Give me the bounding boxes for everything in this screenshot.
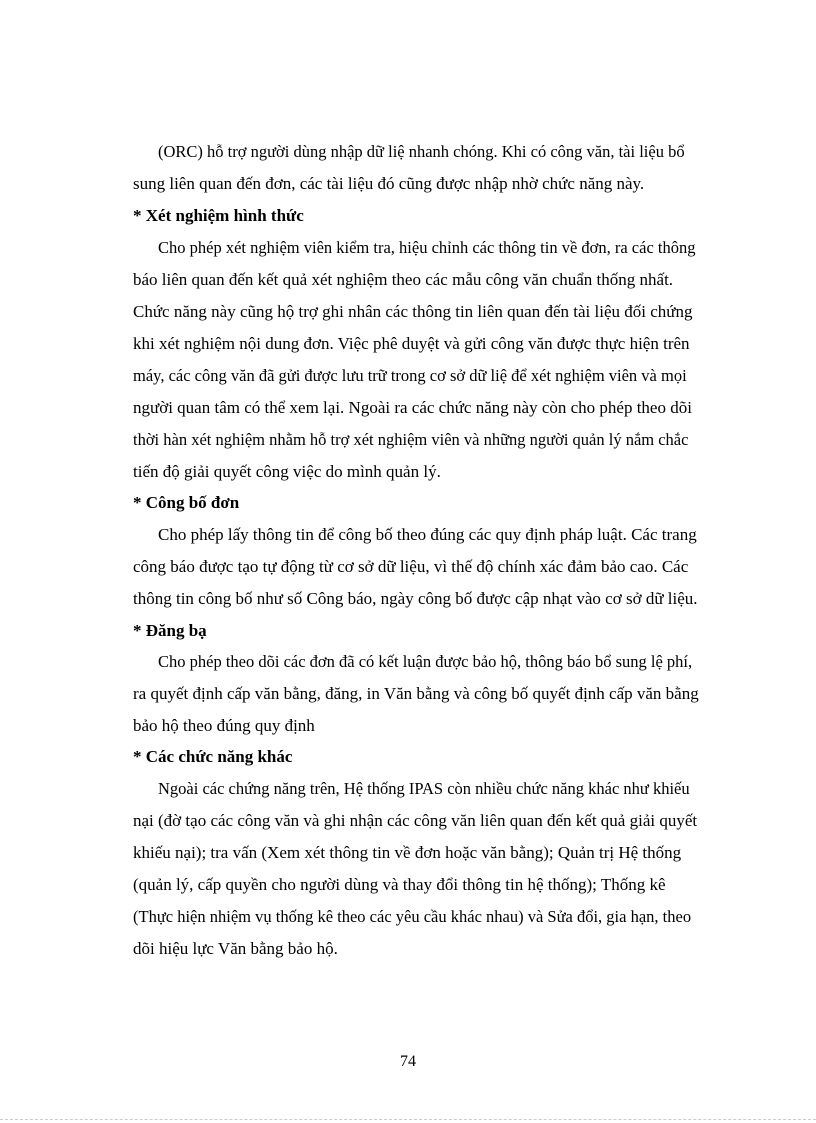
paragraph-line: sung liên quan đến đơn, các tài liệu đó cũng được nhập nhờ chức năng này.: [133, 174, 645, 193]
paragraph-line: bảo hộ theo đúng quy định: [133, 716, 315, 735]
section-heading-publication: * Công bố đơn: [133, 493, 240, 512]
paragraph-line: Cho phép xét nghiệm viên kiểm tra, hiệu chỉnh các thông tin về đơn, ra các thông: [158, 238, 696, 257]
paragraph-line: khiếu nại); tra vấn (Xem xét thông tin về đơn hoặc văn bằng); Quản trị Hệ thống: [133, 843, 682, 862]
paragraph-line: tiến độ giải quyết công việc do mình quản lý.: [133, 462, 441, 481]
paragraph-line: Cho phép theo dõi các đơn đã có kết luận được bảo hộ, thông báo bổ sung lệ phí,: [158, 652, 693, 671]
paragraph-line: khi xét nghiệm nội dung đơn. Việc phê duyệt và gửi công văn được thực hiện trên: [133, 334, 690, 353]
paragraph-line: Ngoài các chứng năng trên, Hệ thống IPAS còn nhiều chức năng khác như khiếu: [158, 779, 690, 798]
paragraph-line: thông tin công bố như số Công báo, ngày công bố được cập nhạt vào cơ sở dữ liệu.: [133, 589, 698, 608]
paragraph-line: công báo được tạo tự động từ cơ sở dữ liệu, vì thế độ chính xác đảm bảo cao. Các: [133, 557, 689, 576]
paragraph-line: Cho phép lấy thông tin để công bố theo đúng các quy định pháp luật. Các trang: [158, 525, 697, 544]
paragraph-line: dõi hiệu lực Văn bằng bảo hộ.: [133, 939, 338, 958]
section-heading-registration: * Đăng bạ: [133, 621, 207, 640]
paragraph-line: (Thực hiện nhiệm vụ thống kê theo các yêu cầu khác nhau) và Sửa đổi, gia hạn, theo: [133, 907, 692, 926]
paragraph-line: máy, các công văn đã gửi được lưu trữ trong cơ sở dữ liệ để xét nghiệm viên và mọi: [133, 366, 687, 385]
section-heading-formal-examination: * Xét nghiệm hình thức: [133, 206, 304, 225]
page-bottom-divider: [0, 1119, 816, 1120]
paragraph-line: báo liên quan đến kết quả xét nghiệm theo các mẫu công văn chuẩn thống nhất.: [133, 270, 674, 289]
paragraph-line: Chức năng này cũng hộ trợ ghi nhân các thông tin liên quan đến tài liệu đối chứng: [133, 302, 693, 321]
paragraph-line: người quan tâm có thể xem lại. Ngoài ra các chức năng này còn cho phép theo dõi: [133, 398, 692, 417]
paragraph-line: (ORC) hỗ trợ người dùng nhập dữ liệ nhanh chóng. Khi có công văn, tài liệu bổ: [158, 142, 685, 161]
paragraph-line: thời hàn xét nghiệm nhằm hỗ trợ xét nghiệm viên và những người quản lý nắm chắc: [133, 430, 689, 449]
section-heading-other-functions: * Các chức năng khác: [133, 747, 293, 766]
page-number: 74: [400, 1053, 416, 1070]
paragraph-line: ra quyết định cấp văn bằng, đăng, in Văn bằng và công bố quyết định cấp văn bằng: [133, 684, 699, 703]
paragraph-line: nại (đờ tạo các công văn và ghi nhận các công văn liên quan đến kết quả giải quyết: [133, 811, 698, 830]
paragraph-line: (quản lý, cấp quyền cho người dùng và thay đổi thông tin hệ thống); Thống kê: [133, 875, 666, 894]
